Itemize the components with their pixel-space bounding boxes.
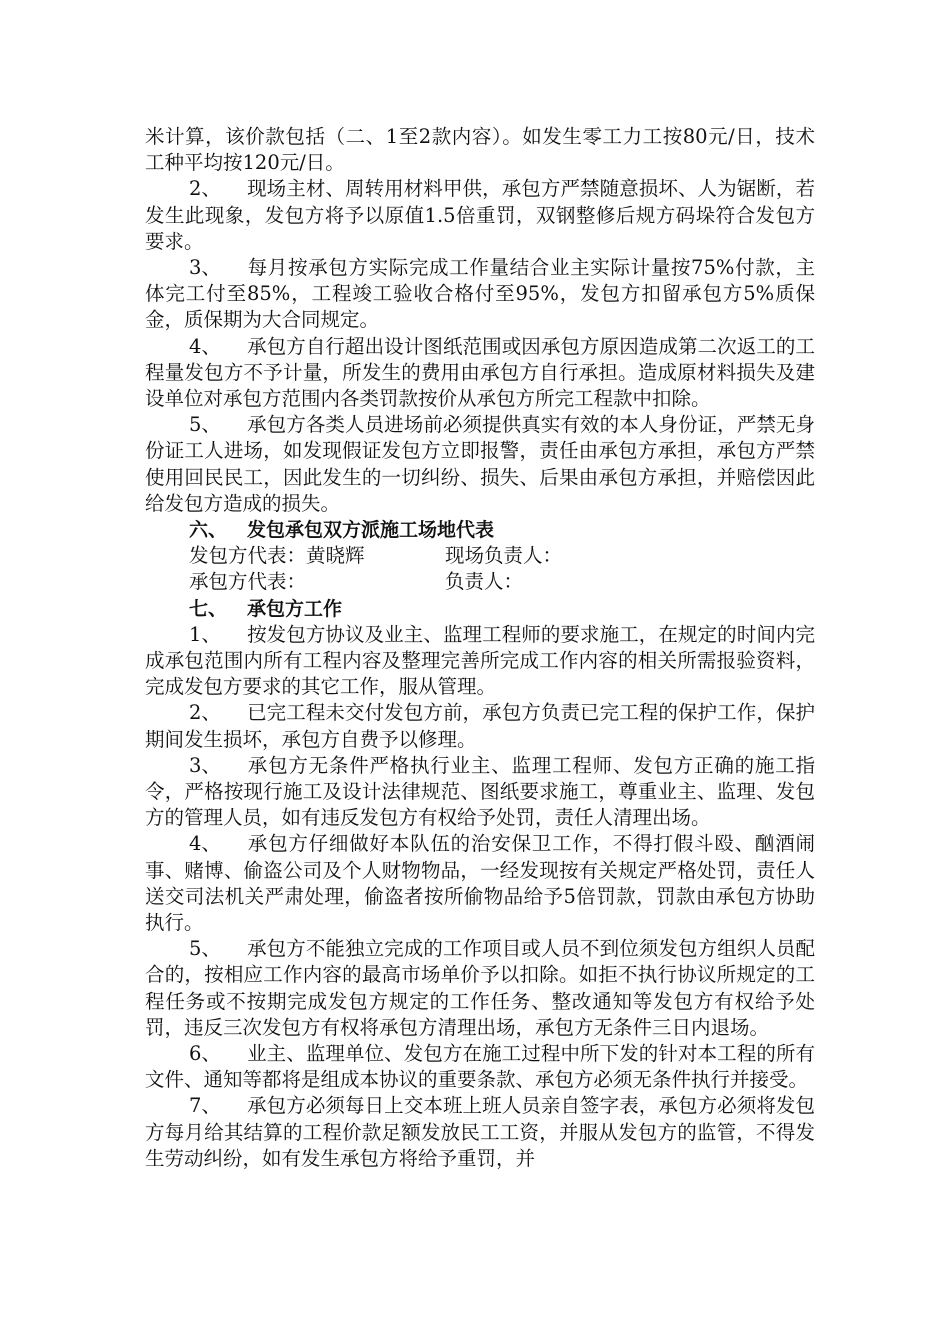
item-text: 承包方不能独立完成的工作项目或人员不到位须发包方组织人员配合的，按相应工作内容的最高市场单价予以扣除。如拒不执行协议所规定的工程任务或不按期完成发包方规定的工作任务、整改通知等发包方有权给予处罚，违反三次发包方有权将承包方清理出场，承包方无条件三日内退场。	[145, 937, 815, 1039]
clause-number: 4、	[189, 334, 221, 358]
item-text: 按发包方协议及业主、监理工程师的要求施工，在规定的时间内完成承包范围内所有工程内容及整理完善所完成工作内容的相关所需报验资料，完成发包方要求的其它工作，服从管理。	[145, 622, 815, 699]
section-number: 七、	[189, 597, 228, 620]
item-text: 承包方必须每日上交本班上班人员亲自签字表，承包方必须将发包方每月给其结算的工程价款足额发放民工工资，并服从发包方的监管，不得发生劳动纠纷，如有发生承包方将给予重罚，并	[145, 1094, 815, 1170]
section-7-item-5	[145, 936, 815, 1041]
section-7-item-2	[145, 700, 815, 752]
item-number: 6、	[189, 1042, 221, 1066]
item-number: 4、	[189, 832, 221, 856]
representative-row-contractor	[145, 569, 815, 595]
section-7-item-1	[145, 622, 815, 701]
item-text: 承包方无条件严格执行业主、监理工程师、发包方正确的施工指令，严格按现行施工及设计法律规范、图纸要求施工，尊重业主、监理、发包方的管理人员，如有违反发包方有权给予处罚，责任人清理出场。	[145, 753, 815, 830]
clause-3-paragraph	[145, 255, 815, 334]
clause-5-paragraph	[145, 412, 815, 517]
section-title: 发包承包双方派施工场地代表	[247, 519, 495, 542]
contractor-representative: 承包方代表：	[189, 570, 307, 594]
clause-number: 5、	[189, 413, 221, 437]
section-number: 六、	[189, 519, 228, 542]
section-7-heading	[145, 596, 815, 622]
item-number: 2、	[189, 701, 221, 725]
paragraph-continued	[145, 124, 815, 176]
clause-text: 每月按承包方实际完成工作量结合业主实际计量按75%付款，主体完工付至85%，工程竣工验收合格付至95%，发包方扣留承包方5%质保金，质保期为大合同规定。	[145, 256, 815, 332]
item-text: 业主、监理单位、发包方在施工过程中所下发的针对本工程的所有文件、通知等都将是组成本协议的重要条款、承包方必须无条件执行并接受。	[145, 1042, 815, 1092]
item-text: 已完工程未交付发包方前，承包方负责已完工程的保护工作，保护期间发生损坏，承包方自费予以修理。	[145, 701, 815, 751]
section-6-heading	[145, 517, 815, 543]
employer-representative: 发包方代表：黄晓辉	[189, 544, 365, 568]
clause-4-paragraph	[145, 334, 815, 413]
clause-number: 3、	[189, 256, 221, 280]
section-7-item-7	[145, 1093, 815, 1172]
clause-text: 现场主材、周转用材料甲供，承包方严禁随意损坏、人为锯断，若发生此现象，发包方将予以原值1.5倍重罚，双钢整修后规方码垛符合发包方要求。	[145, 177, 815, 253]
item-text: 承包方仔细做好本队伍的治安保卫工作，不得打假斗殴、酗酒闹事、赌博、偷盗公司及个人财物物品，一经发现按有关规定严格处罚，责任人送交司法机关严肃处理，偷盗者按所偷物品给予5倍罚款，罚款由承包方协助执行。	[145, 832, 815, 935]
section-7-item-4	[145, 831, 815, 936]
item-number: 1、	[189, 622, 221, 646]
section-7-item-3	[145, 753, 815, 832]
person-in-charge-label: 负责人：	[445, 570, 524, 594]
site-manager-label: 现场负责人：	[445, 544, 563, 568]
item-number: 3、	[189, 753, 221, 777]
clause-text: 承包方自行超出设计图纸范围或因承包方原因造成第二次返工的工程量发包方不予计量，所发生的费用由承包方自行承担。造成原材料损失及建设单位对承包方范围内各类罚款按价从承包方所完工程款中扣除。	[145, 334, 815, 411]
clause-text: 承包方各类人员进场前必须提供真实有效的本人身份证，严禁无身份证工人进场，如发现假证发包方立即报警，责任由承包方承担，承包方严禁使用回民民工，因此发生的一切纠纷、损失、后果由承包方承担，并赔偿因此给发包方造成的损失。	[145, 413, 815, 515]
section-7-item-6	[145, 1041, 815, 1093]
clause-number: 2、	[189, 177, 221, 201]
clause-2-paragraph	[145, 176, 815, 255]
paragraph-text: 米计算，该价款包括（二、1至2款内容）。如发生零工力工按80元/日，技术工种平均按120元/日。	[145, 125, 815, 175]
representative-row-employer	[145, 543, 815, 569]
section-title: 承包方工作	[247, 597, 343, 620]
item-number: 5、	[189, 937, 221, 961]
document-body	[145, 124, 815, 1172]
item-number: 7、	[189, 1094, 221, 1118]
